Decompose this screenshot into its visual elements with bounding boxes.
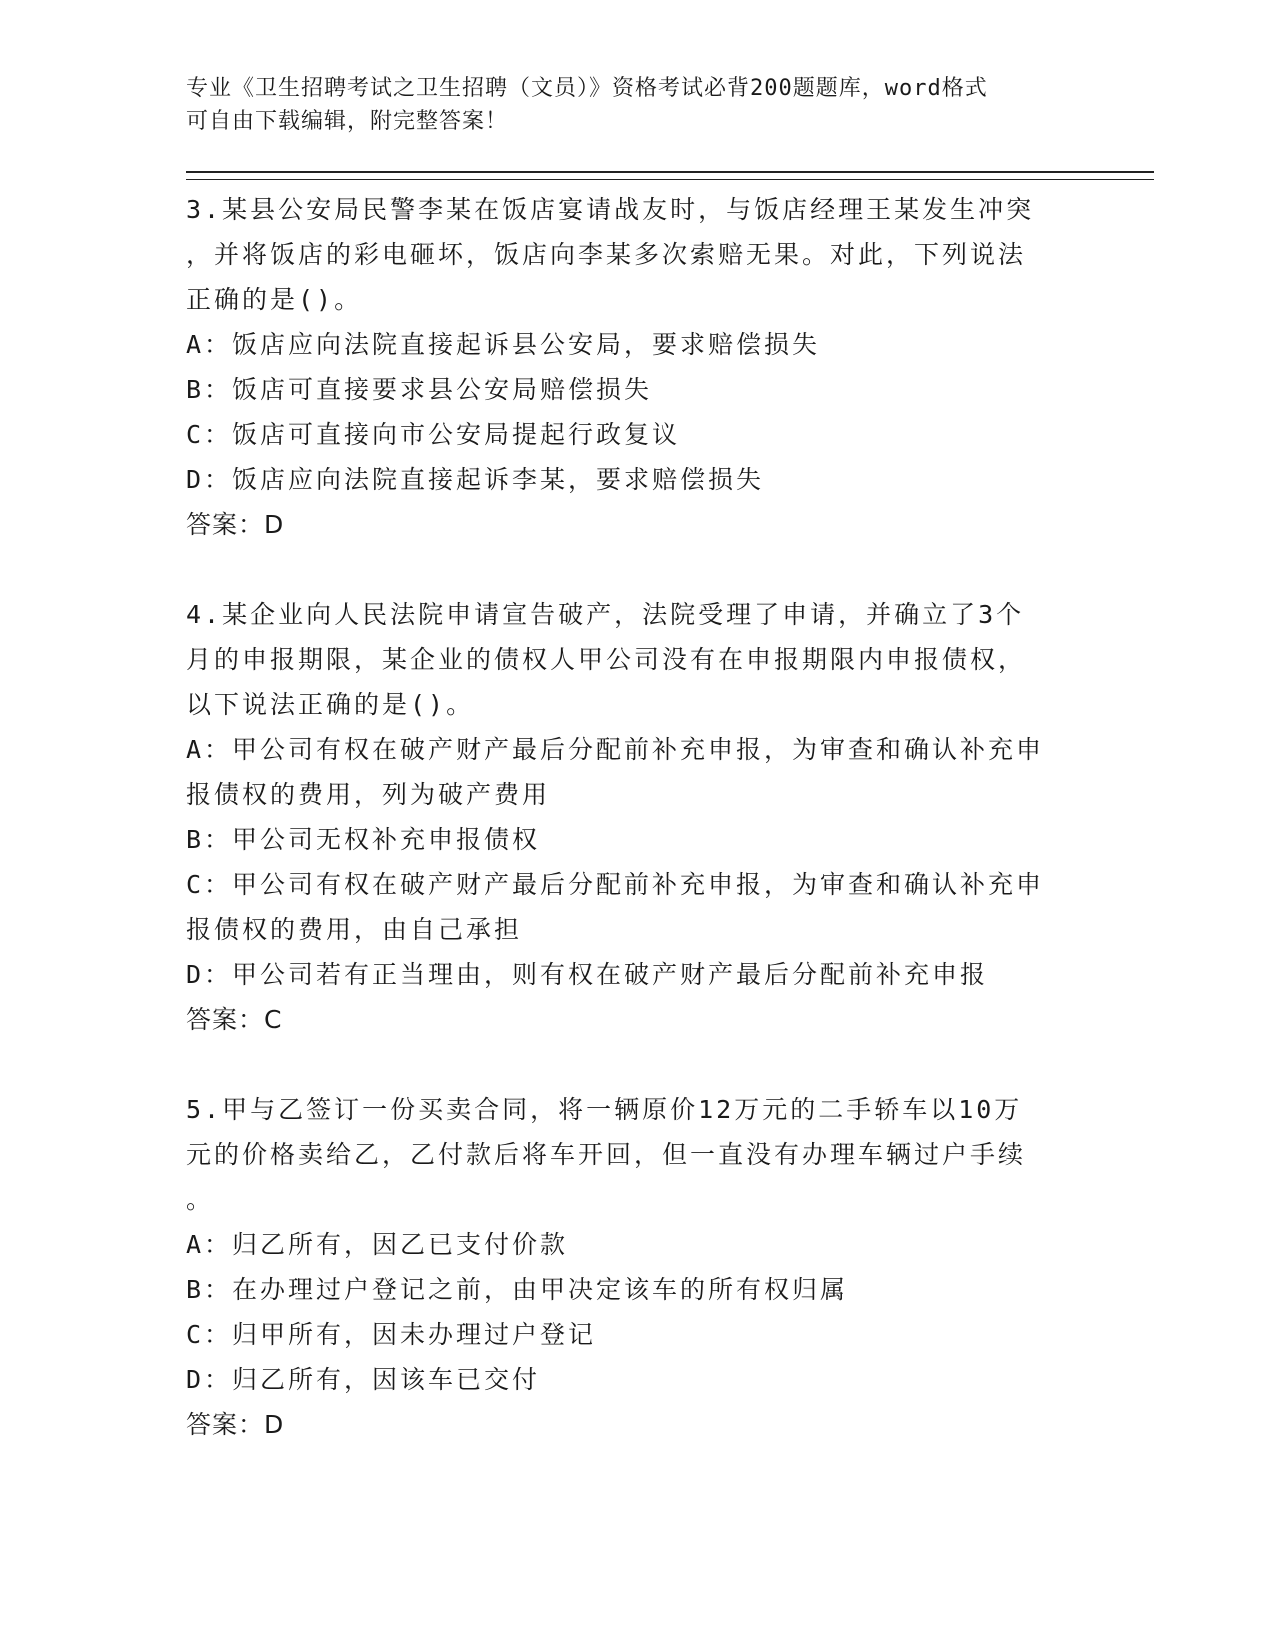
option-c: C：归甲所有，因未办理过户登记 [186, 1320, 597, 1349]
option-c-continued: 报债权的费用，由自己承担 [186, 915, 523, 944]
header-line-2: 可自由下载编辑，附完整答案！ [186, 109, 509, 134]
option-a: A：归乙所有，因乙已支付价款 [186, 1230, 569, 1259]
question-stem-line: 元的价格卖给乙，乙付款后将车开回，但一直没有办理车辆过户手续 [186, 1140, 1027, 1169]
option-a-continued: 报债权的费用，列为破产费用 [186, 780, 551, 809]
option-b: B：在办理过户登记之前，由甲决定该车的所有权归属 [186, 1275, 849, 1304]
answer-label: 答案：C [186, 1005, 283, 1034]
question-stem-line: ，并将饭店的彩电砸坏，饭店向李某多次索赔无果。对此，下列说法 [186, 240, 1027, 269]
option-b: B：饭店可直接要求县公安局赔偿损失 [186, 375, 653, 404]
option-a: A：甲公司有权在破产财产最后分配前补充申报，为审查和确认补充申 [186, 735, 1045, 764]
question-5 [186, 1087, 1086, 1447]
option-b: B：甲公司无权补充申报债权 [186, 825, 541, 854]
header-line-1: 专业《卫生招聘考试之卫生招聘（文员）》资格考试必背200题题库，word格式 [186, 76, 988, 101]
question-stem-line: 。 [186, 1185, 215, 1214]
question-stem-line: 正确的是()。 [186, 285, 363, 314]
option-d: D：饭店应向法院直接起诉李某，要求赔偿损失 [186, 465, 765, 494]
question-list [186, 187, 1086, 1447]
question-4 [186, 592, 1086, 1042]
question-stem-line: 5.甲与乙签订一份买卖合同，将一辆原价12万元的二手轿车以10万 [186, 1095, 1023, 1124]
option-c: C：甲公司有权在破产财产最后分配前补充申报，为审查和确认补充申 [186, 870, 1045, 899]
question-stem-line: 月的申报期限，某企业的债权人甲公司没有在申报期限内申报债权， [186, 645, 1027, 674]
option-d: D：甲公司若有正当理由，则有权在破产财产最后分配前补充申报 [186, 960, 989, 989]
answer-label: 答案：D [186, 1410, 285, 1439]
question-3 [186, 187, 1086, 547]
document-header [186, 72, 1066, 138]
option-d: D：归乙所有，因该车已交付 [186, 1365, 541, 1394]
question-stem-line: 3.某县公安局民警李某在饭店宴请战友时，与饭店经理王某发生冲突 [186, 195, 1035, 224]
option-a: A：饭店应向法院直接起诉县公安局，要求赔偿损失 [186, 330, 821, 359]
header-divider-thin [186, 179, 1154, 180]
question-stem-line: 4.某企业向人民法院申请宣告破产，法院受理了申请，并确立了3个 [186, 600, 1025, 629]
option-c: C：饭店可直接向市公安局提起行政复议 [186, 420, 681, 449]
header-divider-thick [186, 171, 1154, 173]
answer-label: 答案：D [186, 510, 285, 539]
question-stem-line: 以下说法正确的是()。 [186, 690, 475, 719]
